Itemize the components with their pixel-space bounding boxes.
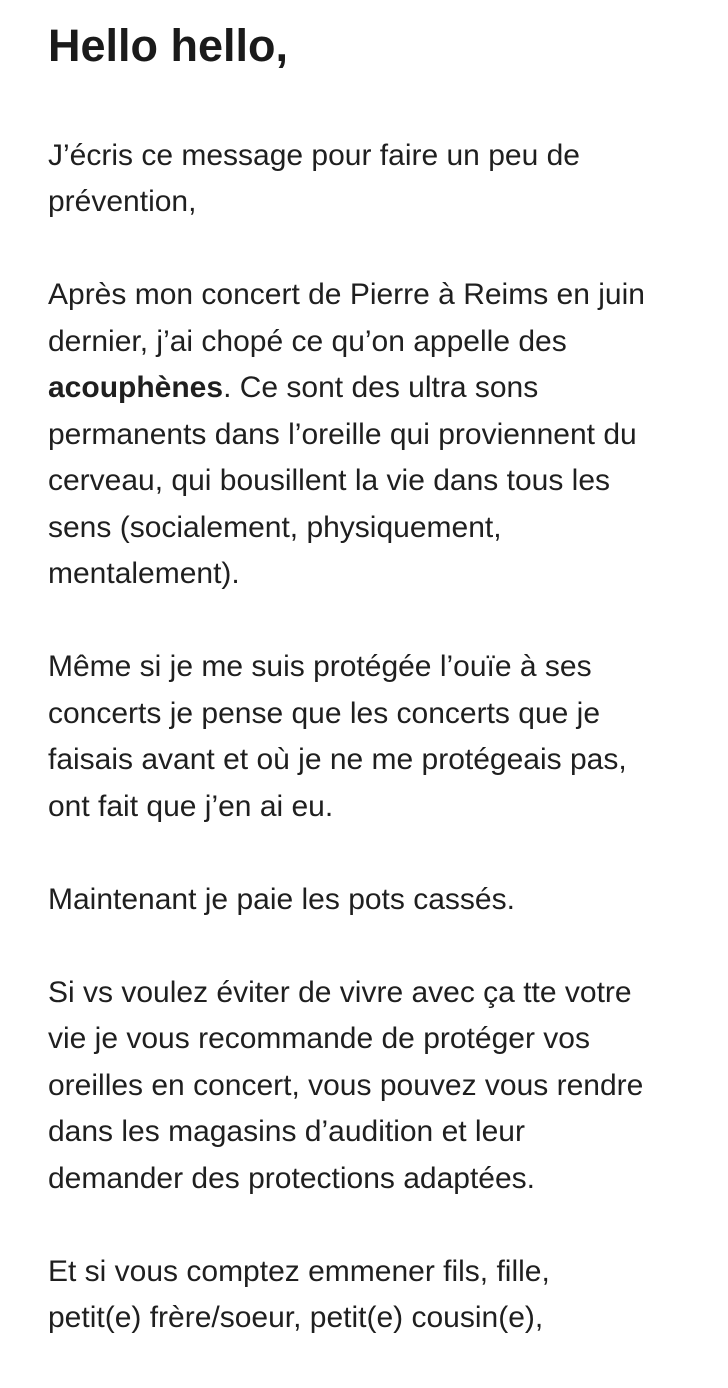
paragraph-2: [48, 272, 698, 598]
paragraph-3: Même si je me suis protégée l’ouïe à ses concerts je pense que les concerts que je faisais avant et où je ne me protégeais pas, ont fait que j’en ai eu.: [48, 650, 627, 823]
paragraph-6: Et si vous comptez emmener fils, fille, petit(e) frère/soeur, petit(e) cousin(e),: [48, 1254, 550, 1334]
paragraph-1: J’écris ce message pour faire un peu de prévention,: [48, 138, 580, 218]
paragraph-2-continuation: . Ce sont des ultra sons permanents dans l’oreille qui proviennent du cerveau, qui bousillent la vie dans tous les sens (socialement, physiquement, mentalement).: [48, 371, 637, 590]
highlight-word: acouphènes: [48, 371, 224, 404]
paragraph-4: Maintenant je paie les pots cassés.: [48, 882, 515, 916]
note-content: [48, 14, 698, 1388]
note-title: Hello hello,: [48, 20, 289, 71]
paragraph-2-text: Après mon concert de Pierre à Reims en juin dernier, j’ai chopé ce qu’on appelle des: [48, 278, 645, 358]
note-body: [48, 86, 698, 1388]
paragraph-5: Si vs voulez éviter de vivre avec ça tte votre vie je vous recommande de protéger vos oreilles en concert, vous pouvez vous rendre dans les magasins d’audition et leur demander des protections adaptées.: [48, 975, 644, 1195]
